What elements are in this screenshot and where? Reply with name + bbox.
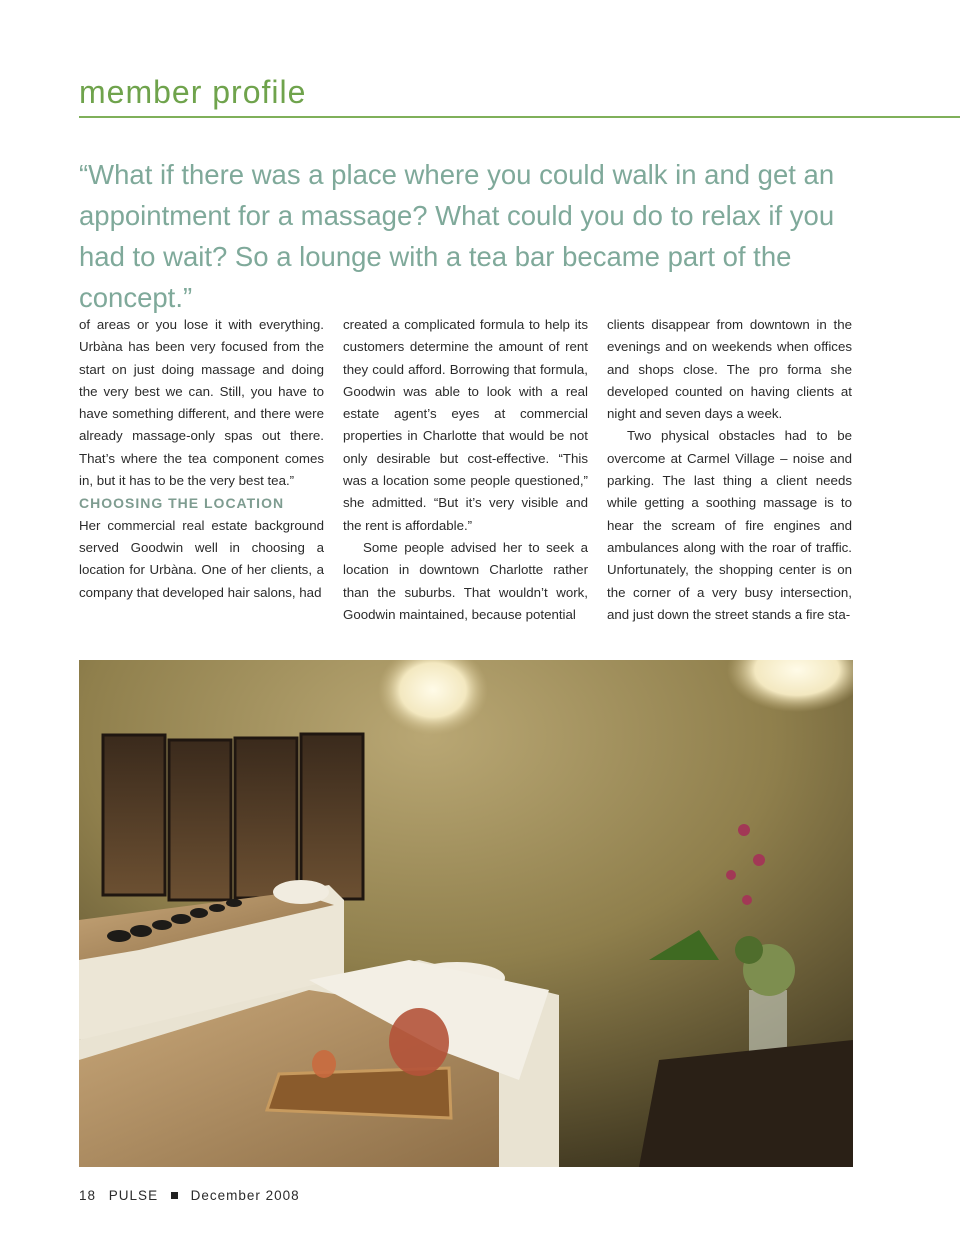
section-title: member profile bbox=[79, 74, 307, 110]
publication-name: PULSE bbox=[108, 1188, 159, 1203]
text-column-1 bbox=[79, 314, 324, 604]
paragraph: clients disappear from downtown in the evenings and on weekends when offices and shops close. The pro forma she developed counted on having clients at night and seven days a week. bbox=[607, 317, 852, 422]
pull-quote: “What if there was a place where you could walk in and get an appointment for a massage? What could you do to relax if you had to wait? So a lounge with a tea bar became part of the concept.” bbox=[79, 159, 835, 313]
massage-room-photo bbox=[79, 660, 853, 1167]
bullet-separator bbox=[171, 1192, 178, 1199]
page-number: 18 bbox=[79, 1188, 97, 1203]
paragraph: Her commercial real estate background served Goodwin well in choosing a location for Urbàna. One of her clients, a company that developed hair salons, had bbox=[79, 517, 324, 600]
subheading: CHOOSING THE LOCATION bbox=[79, 495, 285, 512]
text-column-2 bbox=[343, 314, 588, 626]
paragraph: of areas or you lose it with everything. Urbàna has been very focused from the start on just doing massage and doing the very best we can. Still, you have to have something different, and there were already massage-only spas out there. That’s where the tea component comes in, but it has to be the very best tea.” bbox=[79, 317, 324, 489]
text-column-3 bbox=[607, 314, 852, 626]
paragraph: Two physical obstacles had to be overcome at Carmel Village – noise and parking. The last thing a client needs while getting a soothing massage is to hear the scream of fire engines and ambulances along with the roar of traffic. Unfortunately, the shopping center is on the corner of a very busy intersection, and just down the street stands a fire sta- bbox=[607, 428, 852, 622]
page-footer bbox=[79, 1188, 300, 1203]
paragraph: Some people advised her to seek a location in downtown Charlotte rather than the suburbs. That wouldn’t work, Goodwin maintained, because potential bbox=[343, 539, 588, 622]
section-rule bbox=[79, 116, 960, 118]
paragraph: created a complicated formula to help its customers determine the amount of rent they could afford. Borrowing that formula, Goodwin was able to look with a real estate agent’s eyes at commercial properties in Charlotte that would be not only desirable but cost-effective. “This was a location some people questioned,” she admitted. “But it’s very visible and the rent is affordable.” bbox=[343, 317, 588, 533]
issue-date: December 2008 bbox=[190, 1188, 300, 1203]
